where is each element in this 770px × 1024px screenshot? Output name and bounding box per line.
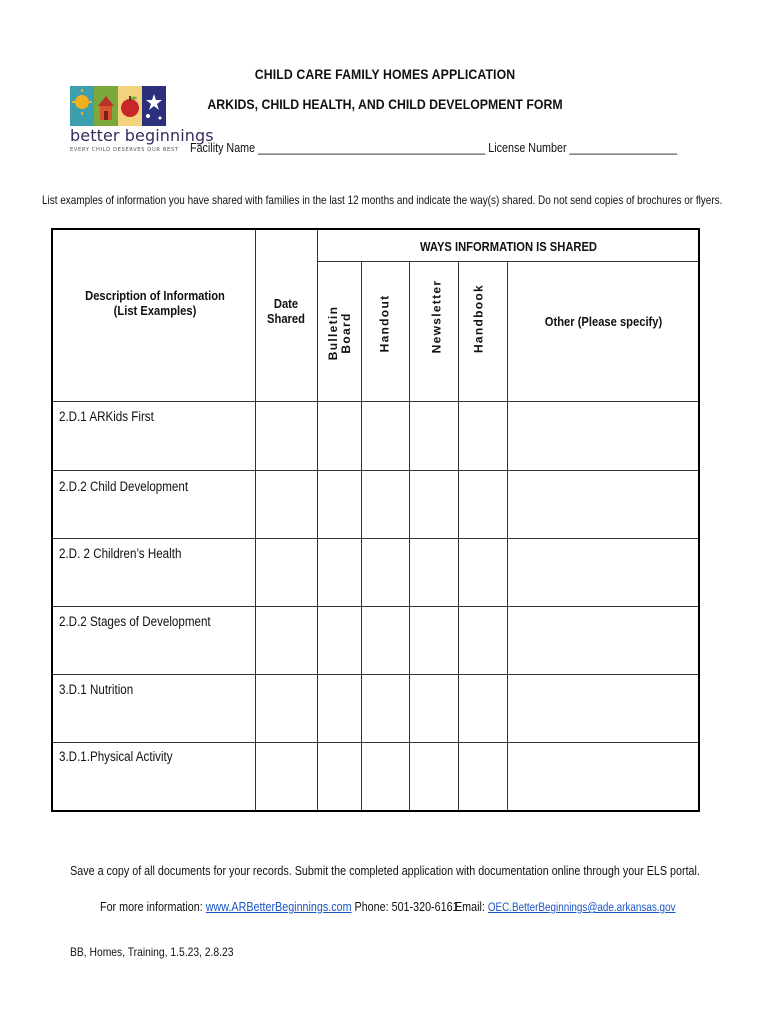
- row-divider: [53, 538, 698, 539]
- col-divider: [409, 262, 410, 810]
- col-divider: [458, 262, 459, 810]
- more-info-line: [100, 900, 459, 914]
- more-info-label: For more information:: [100, 900, 206, 914]
- ways-shared-header: WAYS INFORMATION IS SHARED: [419, 239, 598, 254]
- email-line: [455, 900, 675, 914]
- bulletin-board-header: Bulletin Board: [326, 305, 353, 361]
- facility-license-line[interactable]: Facility Name ______________________________________ License Number __________________: [190, 141, 678, 155]
- logo-tagline: EVERY CHILD DESERVES OUR BEST: [70, 147, 179, 153]
- email-label: Email:: [455, 900, 488, 914]
- handbook-header: Handbook: [471, 283, 486, 354]
- col-divider: [507, 262, 508, 810]
- row-label-arkids: 2.D.1 ARKids First: [59, 409, 154, 424]
- row-divider: [53, 742, 698, 743]
- phone-text: Phone: 501-320-6161: [351, 900, 459, 914]
- col-divider: [361, 262, 362, 810]
- handout-header: Handout: [377, 294, 392, 353]
- email-link[interactable]: OEC.BetterBeginnings@ade.arkansas.gov: [487, 902, 676, 914]
- row-divider: [53, 674, 698, 675]
- logo-wordmark: better beginnings: [70, 126, 214, 145]
- ways-header-divider: [317, 261, 698, 262]
- row-divider: [53, 401, 698, 402]
- date-shared-header: Date Shared: [267, 296, 305, 326]
- row-label-childrens-health: 2.D. 2 Children’s Health: [59, 546, 182, 561]
- col-divider: [255, 230, 256, 810]
- row-divider: [53, 606, 698, 607]
- row-label-nutrition: 3.D.1 Nutrition: [59, 682, 134, 697]
- col-divider: [317, 230, 318, 810]
- row-divider: [53, 470, 698, 471]
- save-copy-note: Save a copy of all documents for your records. Submit the completed application with documentation online through your ELS portal.: [70, 864, 700, 878]
- form-code: BB, Homes, Training, 1.5.23, 2.8.23: [70, 945, 234, 959]
- row-label-stages-development: 2.D.2 Stages of Development: [59, 614, 211, 629]
- description-header: Description of Information (List Examples): [85, 288, 225, 318]
- form-title-line1: CHILD CARE FAMILY HOMES APPLICATION: [254, 66, 516, 82]
- instructions-text: List examples of information you have shared with families in the last 12 months and indicate the way(s) shared. Do not send copies of brochures or flyers.: [42, 193, 723, 207]
- website-link[interactable]: www.ARBetterBeginnings.com: [205, 900, 352, 914]
- row-label-physical-activity: 3.D.1.Physical Activity: [59, 749, 173, 764]
- form-title-line2: ARKIDS, CHILD HEALTH, AND CHILD DEVELOPMENT FORM: [207, 96, 563, 112]
- row-label-child-development: 2.D.2 Child Development: [59, 479, 189, 494]
- other-header: Other (Please specify): [544, 314, 663, 329]
- newsletter-header: Newsletter: [429, 279, 444, 354]
- information-shared-table: [51, 228, 700, 812]
